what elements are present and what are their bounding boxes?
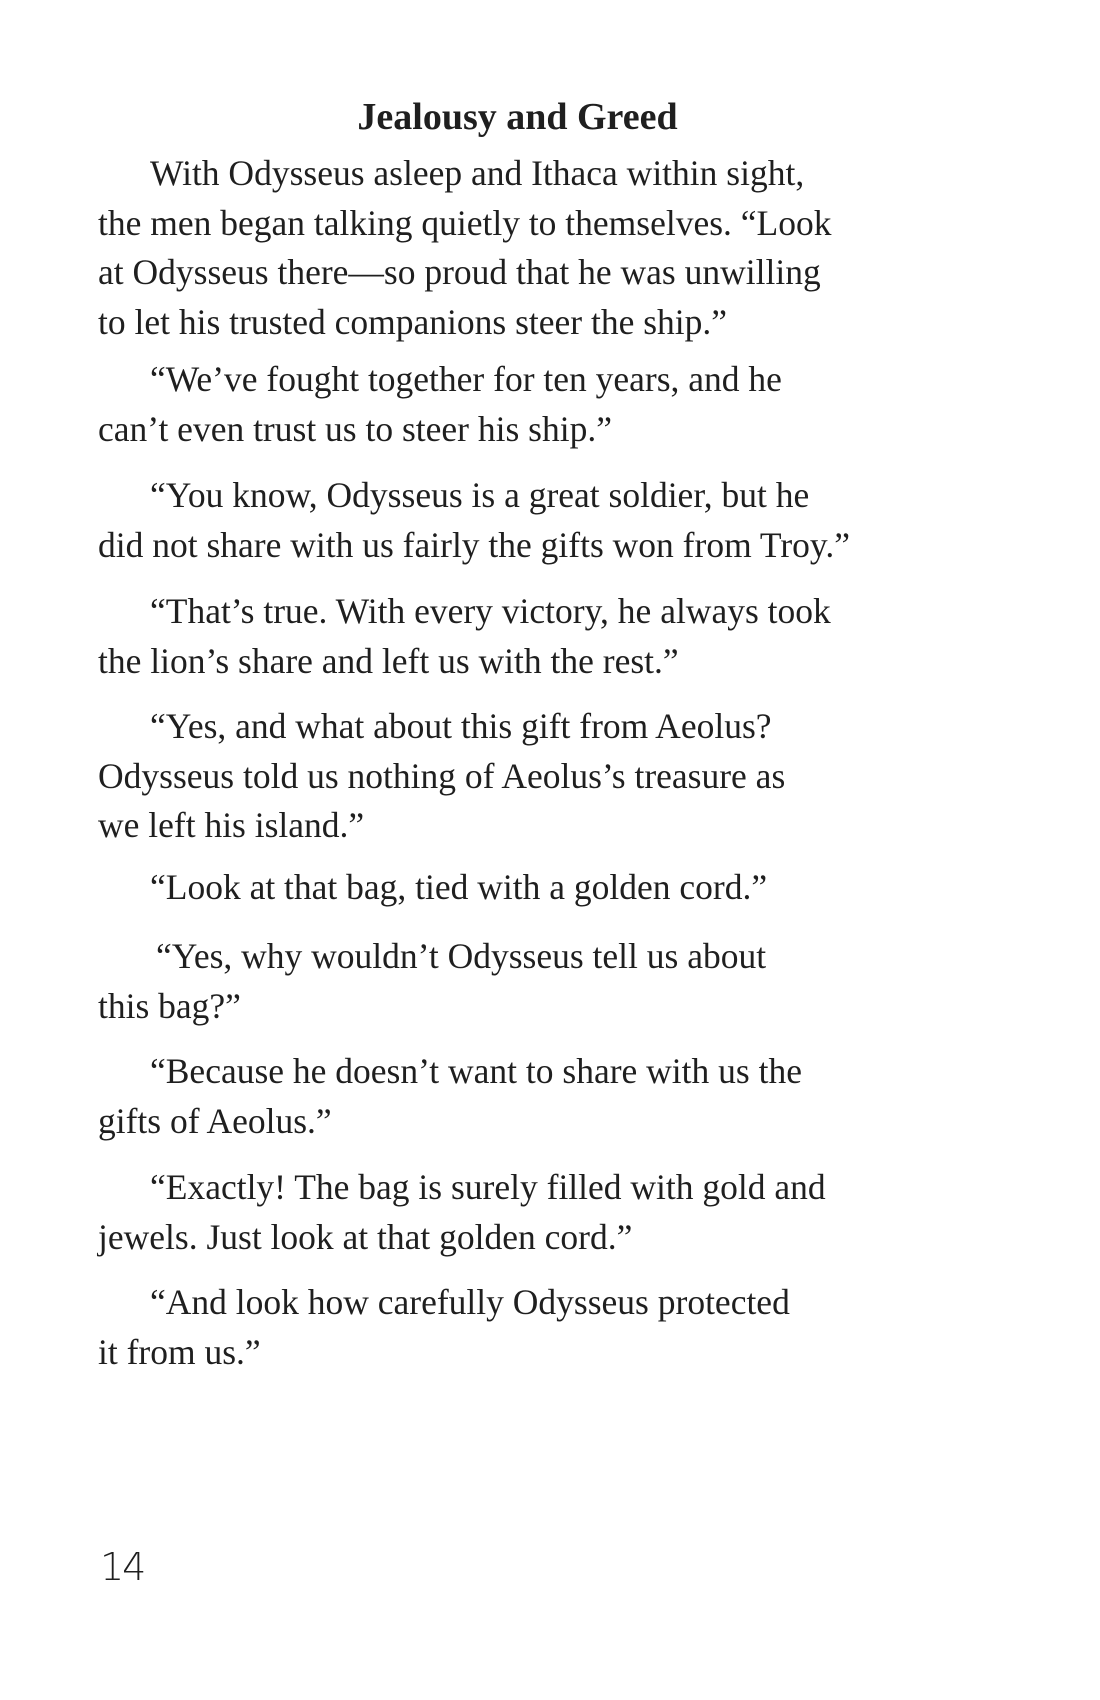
paragraph-line: “Because he doesn’t want to share with us the [150,1051,802,1091]
paragraph-line: jewels. Just look at that golden cord.” [98,1216,633,1257]
paragraph [98,702,785,851]
paragraph-line: “And look how carefully Odysseus protected [150,1282,790,1322]
paragraph-line: “That’s true. With every victory, he always took [150,591,831,631]
chapter-title: Jealousy and Greed [357,96,678,138]
paragraph [98,471,850,570]
paragraph-line: can’t even trust us to steer his ship.” [98,408,612,449]
paragraph-line: “Yes, why wouldn’t Odysseus tell us about [156,936,767,976]
paragraph-line: “Look at that bag, tied with a golden cord.” [150,867,768,907]
paragraph-line: Odysseus told us nothing of Aeolus’s treasure as [98,755,786,796]
paragraph-line: it from us.” [98,1331,261,1372]
paragraph [98,1047,802,1146]
paragraph [98,587,831,686]
paragraph-line: did not share with us fairly the gifts won from Troy.” [98,524,851,565]
page-number: 14 [100,1545,145,1589]
paragraph [98,863,767,913]
paragraph [98,1163,826,1262]
paragraph-line: the lion’s share and left us with the rest.” [98,640,679,681]
paragraph [98,355,782,454]
paragraph-line: “We’ve fought together for ten years, and he [150,359,782,399]
paragraph [98,932,766,1031]
paragraph-line: the men began talking quietly to themselves. “Look [98,202,832,243]
paragraph [98,149,832,347]
paragraph-line: “You know, Odysseus is a great soldier, but he [150,475,810,515]
paragraph-line: this bag?” [98,985,241,1026]
paragraph-line: we left his island.” [98,805,365,845]
paragraph-line: gifts of Aeolus.” [98,1100,332,1141]
paragraph-line: “Exactly! The bag is surely filled with gold and [150,1167,826,1207]
paragraph-line: “Yes, and what about this gift from Aeolus? [150,706,772,746]
paragraph-line: to let his trusted companions steer the ship.” [98,301,728,342]
paragraph-line: at Odysseus there—so proud that he was unwilling [98,252,821,292]
paragraph [98,1278,790,1377]
paragraph-line: With Odysseus asleep and Ithaca within sight, [150,153,805,193]
